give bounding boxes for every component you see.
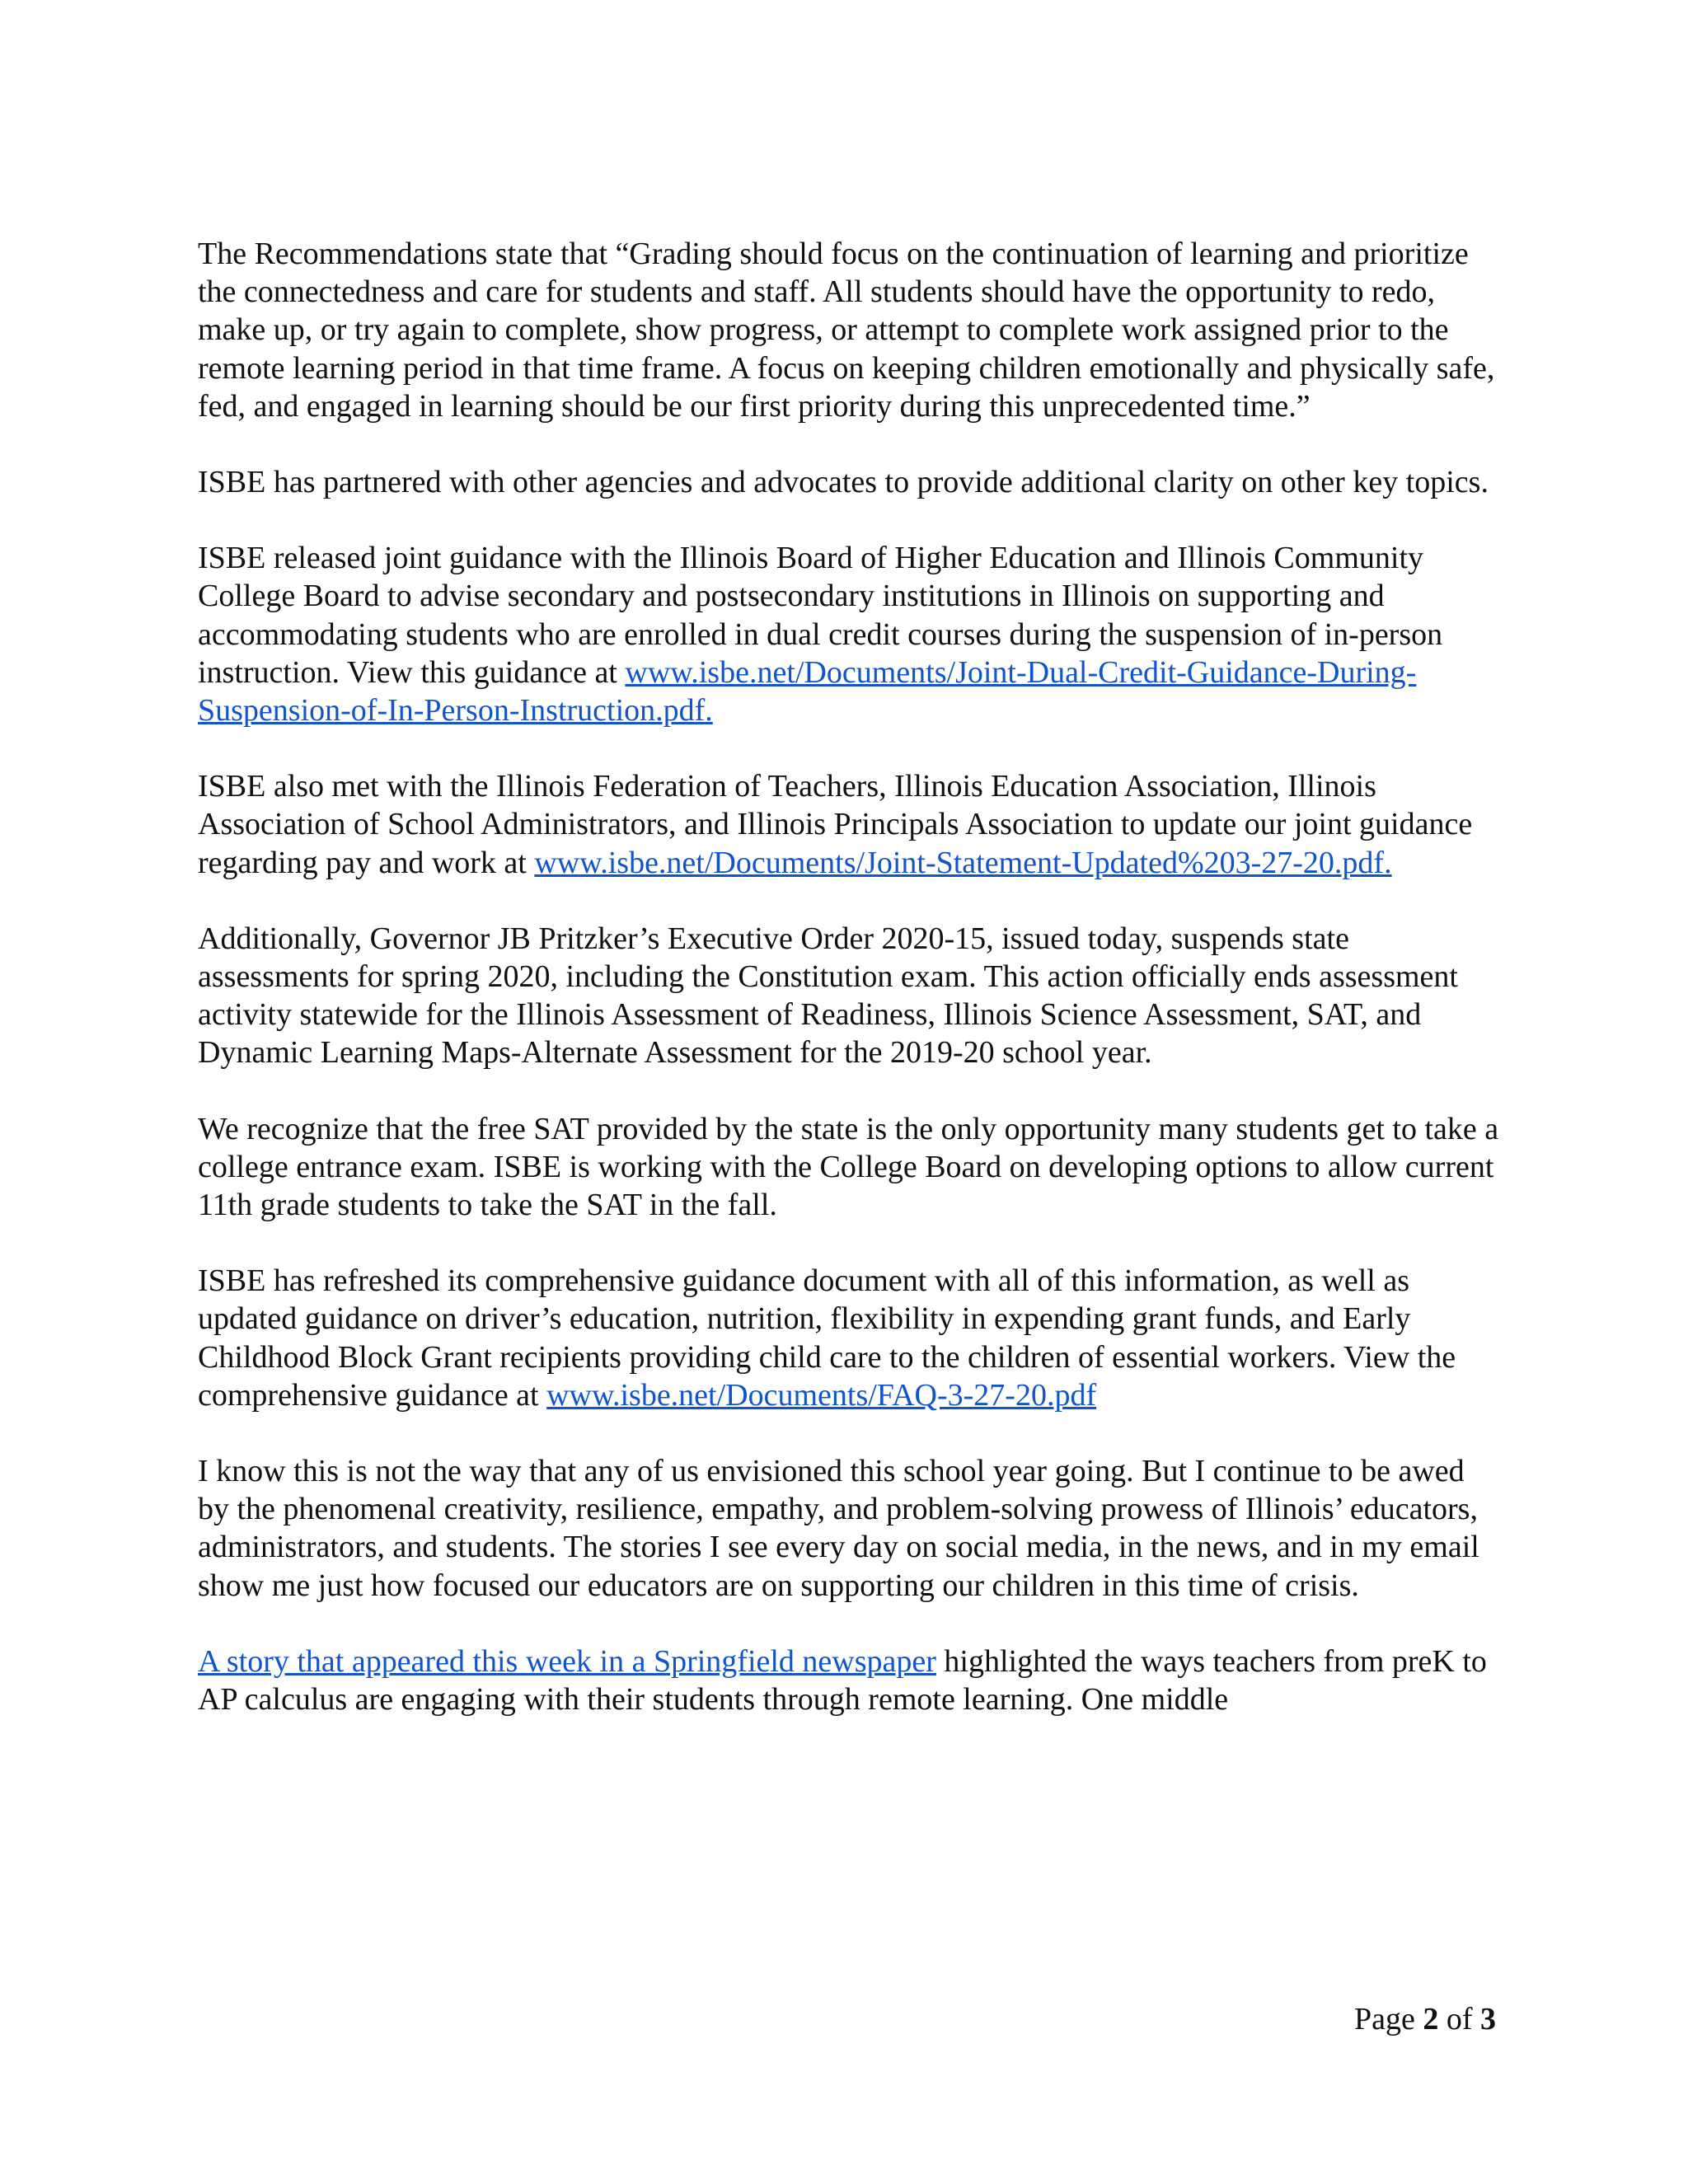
paragraph-partnered-agencies [198, 463, 1500, 501]
footer-of-word: of [1446, 2002, 1473, 2036]
paragraph-text: The Recommendations state that “Grading should focus on the continuation of learning and prioritize the connectedness and care for students and staff. All students should have the opportunity to redo, make up, or try again to complete, show progress, or attempt to complete work assigned prior to the remote learning period in that time frame. A focus on keeping children emotionally and physically safe, fed, and engaged in learning should be our first priority during this unprecedented time.” [198, 237, 1495, 424]
paragraph-text: ISBE released joint guidance with the Illinois Board of Higher Education and Illinois Community College Board to advise secondary and postsecondary institutions in Illinois on supporting and accommodating students who are enrolled in dual credit courses during the suspension of in-person instruction. View this guidance at [198, 541, 1443, 690]
paragraph-free-sat [198, 1110, 1500, 1225]
link-joint-statement[interactable]: www.isbe.net/Documents/Joint-Statement-Updated%203-27-20.pdf. [534, 845, 1392, 880]
document-body [198, 235, 1500, 1756]
link-faq-guidance[interactable]: www.isbe.net/Documents/FAQ-3-27-20.pdf [546, 1377, 1097, 1413]
link-springfield-story[interactable]: A story that appeared this week in a Springfield newspaper [198, 1643, 936, 1679]
paragraph-text: ISBE has partnered with other agencies and advocates to provide additional clarity on other key topics. [198, 465, 1489, 500]
paragraph-executive-order [198, 920, 1500, 1072]
paragraph-text: highlighted the ways teachers from preK to AP calculus are engaging with their students through remote learning. One middle [198, 1643, 1487, 1718]
paragraph-dual-credit-guidance [198, 539, 1500, 729]
footer-page-number: 2 [1423, 2002, 1439, 2036]
paragraph-school-year [198, 1452, 1500, 1605]
paragraph-text: Additionally, Governor JB Pritzker’s Executive Order 2020-15, issued today, suspends state assessments for spring 2020, including the Constitution exam. This action officially ends assessment activity statewide for the Illinois Assessment of Readiness, Illinois Science Assessment, SAT, and Dynamic Learning Maps-Alternate Assessment for the 2019-20 school year. [198, 921, 1458, 1071]
paragraph-text: ISBE has refreshed its comprehensive guidance document with all of this information, as well as updated guidance on driver’s education, nutrition, flexibility in expending grant funds, and Early Childhood Block Grant recipients providing child care to the children of essential workers. View the comprehensive guidance at [198, 1263, 1456, 1413]
paragraph-comprehensive-guidance [198, 1262, 1500, 1414]
paragraph-joint-statement [198, 767, 1500, 882]
paragraph-text: ISBE also met with the Illinois Federation of Teachers, Illinois Education Association, Illinois Association of School Administrators, and Illinois Principals Association to update our joint guidance regarding pay and work at [198, 769, 1473, 880]
paragraph-grading-recommendations [198, 235, 1500, 425]
paragraph-springfield-story [198, 1643, 1500, 1718]
paragraph-text: We recognize that the free SAT provided by the state is the only opportunity many students get to take a college entrance exam. ISBE is working with the College Board on developing options to allow current 11th grade students to take the SAT in the fall. [198, 1111, 1499, 1223]
page-footer [1354, 2001, 1496, 2037]
footer-total-pages: 3 [1480, 2002, 1496, 2036]
footer-page-word: Page [1353, 2002, 1415, 2036]
paragraph-text: I know this is not the way that any of us envisioned this school year going. But I continue to be awed by the phenomenal creativity, resilience, empathy, and problem-solving prowess of Illinois’ educators, administrators, and students. The stories I see every day on social media, in the news, and in my email show me just how focused our educators are on supporting our children in this time of crisis. [198, 1454, 1479, 1603]
link-dual-credit-guidance[interactable]: www.isbe.net/Documents/Joint-Dual-Credit-Guidance-During-Suspension-of-In-Person-Instruction.pdf. [198, 654, 1417, 729]
